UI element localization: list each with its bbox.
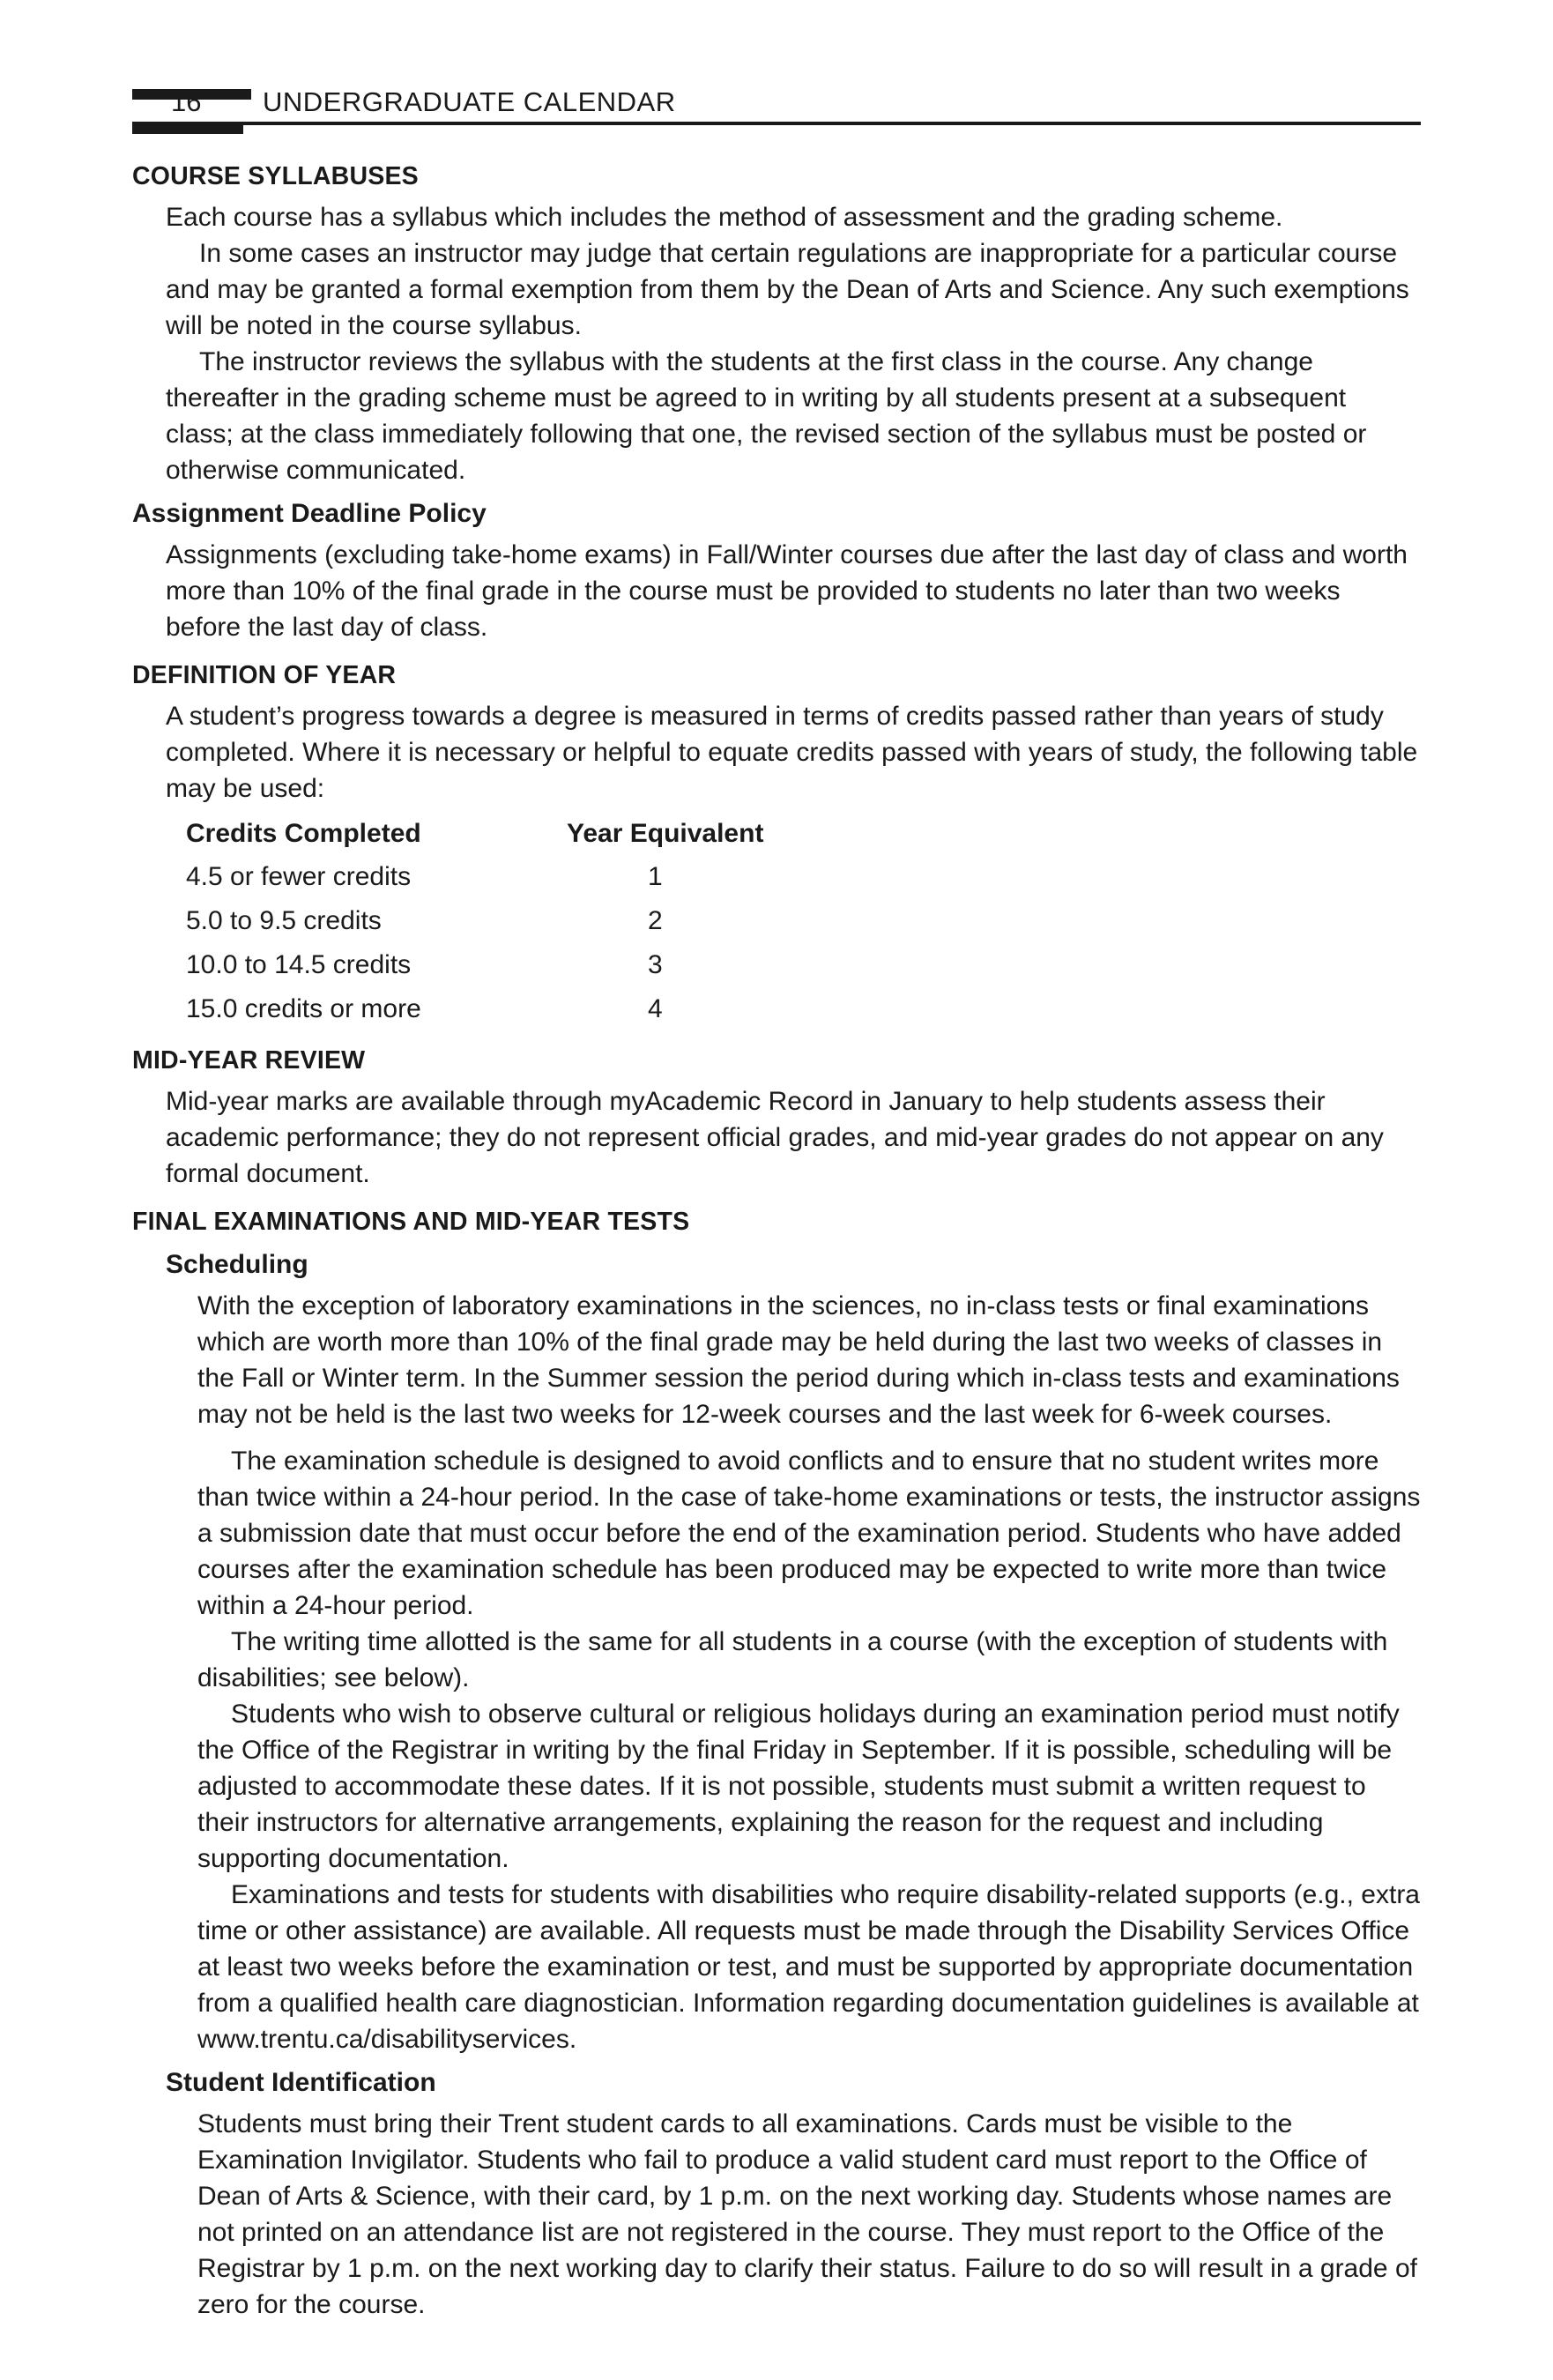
subsection-heading-student-identification: Student Identification bbox=[166, 2068, 436, 2097]
section-heading-mid-year-review: MID-YEAR REVIEW bbox=[132, 1046, 366, 1075]
paragraph: The instructor reviews the syllabus with the students at the first class in the course. Any change thereafter in the grading scheme must be agreed to in writing by all students present at a subsequent class; at the class immediately following that one, the revised section of the syllabus must be posted or otherwise communicated. bbox=[166, 347, 1367, 485]
column-header-credits: Credits Completed bbox=[186, 818, 421, 848]
table-cell-year: 3 bbox=[648, 949, 663, 979]
table-cell-year: 4 bbox=[648, 993, 663, 1023]
page-content bbox=[132, 150, 1421, 2323]
paragraph: Students who wish to observe cultural or religious holidays during an examination period must notify the Office of the Registrar in writing by the final Friday in September. If it is possible, scheduling will be adjusted to accommodate these dates. If it is not possible, students must submit a written request to their instructors for alternative arrangements, explaining the reason for the request and including supporting documentation. bbox=[197, 1699, 1400, 1873]
paragraph: Assignments (excluding take-home exams) in Fall/Winter courses due after the last day of class and worth more than 10% of the final grade in the course must be provided to students no later than two weeks before the last day of class. bbox=[166, 540, 1408, 642]
table-row bbox=[186, 898, 877, 942]
table-header-row bbox=[186, 812, 877, 854]
paragraph: A student’s progress towards a degree is measured in terms of credits passed rather than years of study completed. Where it is necessary or helpful to equate credits passed with years of study, the following table may be used: bbox=[166, 702, 1418, 803]
paragraph: Examinations and tests for students with disabilities who require disability-related supports (e.g., extra time or other assistance) are available. All requests must be made through the Disability Services Office at least two weeks before the examination or test, and must be supported by appropriate documentation from a qualified health care diagnostician. Information regarding documentation guidelines is available at www.trentu.ca/disabilityservices. bbox=[197, 1880, 1420, 2054]
paragraph: Mid-year marks are available through myAcademic Record in January to help students assess their academic performance; they do not represent official grades, and mid-year grades do not appear on any formal document. bbox=[166, 1087, 1384, 1188]
paragraph: Students must bring their Trent student cards to all examinations. Cards must be visible to the Examination Invigilator. Students who fail to produce a valid student card must report to the Office of Dean of Arts & Science, with their card, by 1 p.m. on the next working day. Students whose names are not printed on an attendance list are not registered in the course. They must report to the Office of the Registrar by 1 p.m. on the next working day to clarify their status. Failure to do so will result in a grade of zero for the course. bbox=[197, 2109, 1417, 2319]
table-cell-year: 2 bbox=[648, 905, 663, 935]
table-cell-credits: 10.0 to 14.5 credits bbox=[186, 949, 412, 979]
table-row bbox=[186, 942, 877, 986]
table-row bbox=[186, 854, 877, 898]
header-rule bbox=[132, 122, 1421, 125]
header-accent bbox=[132, 124, 243, 134]
scheduling-body bbox=[197, 1288, 1421, 2057]
subsection-heading-scheduling: Scheduling bbox=[166, 1250, 308, 1279]
year-equivalent-table bbox=[186, 812, 877, 1030]
mid-year-review-body bbox=[166, 1083, 1421, 1192]
paragraph: The examination schedule is designed to avoid conflicts and to ensure that no student writes more than twice within a 24-hour period. In the case of take-home examinations or tests, the instructor assigns a submission date that must occur before the end of the examination period. Students who have added courses after the examination schedule has been produced may be expected to write more than twice within a 24-hour period. bbox=[197, 1447, 1421, 1620]
table-cell-credits: 15.0 credits or more bbox=[186, 993, 421, 1023]
paragraph: With the exception of laboratory examinations in the sciences, no in-class tests or final examinations which are worth more than 10% of the final grade may be held during the last two weeks of classes in the Fall or Winter term. In the Summer session the period during which in-class tests and examinations may not be held is the last two weeks for 12-week courses and the last week for 6-week courses. bbox=[197, 1291, 1400, 1429]
definition-of-year-body bbox=[166, 698, 1421, 807]
table-cell-credits: 5.0 to 9.5 credits bbox=[186, 905, 382, 935]
paragraph: Each course has a syllabus which includes the method of assessment and the grading scheme. bbox=[166, 203, 1283, 232]
paragraph: In some cases an instructor may judge that certain regulations are inappropriate for a particular course and may be granted a formal exemption from them by the Dean of Arts and Science. Any such exemptions will be noted in the course syllabus. bbox=[166, 239, 1409, 340]
course-syllabuses-body bbox=[166, 199, 1421, 488]
student-identification-body bbox=[197, 2106, 1421, 2323]
section-heading-definition-of-year: DEFINITION OF YEAR bbox=[132, 661, 397, 689]
table-cell-year: 1 bbox=[648, 861, 663, 891]
assignment-deadline-body bbox=[166, 537, 1421, 645]
column-header-year: Year Equivalent bbox=[567, 818, 764, 848]
page-number: 16 bbox=[171, 86, 202, 117]
table-row bbox=[186, 986, 877, 1030]
section-heading-final-examinations: FINAL EXAMINATIONS AND MID-YEAR TESTS bbox=[132, 1208, 690, 1236]
subsection-heading-assignment-deadline: Assignment Deadline Policy bbox=[132, 499, 487, 528]
table-cell-credits: 4.5 or fewer credits bbox=[186, 861, 412, 891]
running-title: UNDERGRADUATE CALENDAR bbox=[263, 86, 676, 117]
section-heading-course-syllabuses: COURSE SYLLABUSES bbox=[132, 162, 419, 190]
paragraph: The writing time allotted is the same for all students in a course (with the exception of students with disabilities; see below). bbox=[197, 1627, 1388, 1692]
